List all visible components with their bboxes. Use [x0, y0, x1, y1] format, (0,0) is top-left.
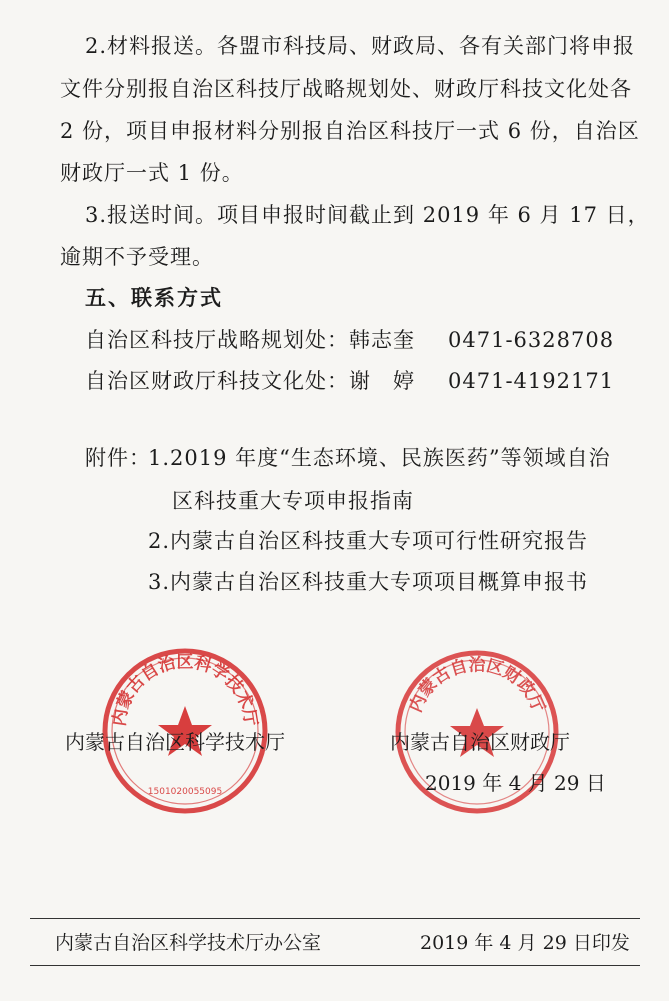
- attachment-2: 2.内蒙古自治区科技重大专项可行性研究报告: [148, 529, 589, 553]
- seal-2-text: 内蒙古自治区财政厅: [405, 655, 549, 716]
- contact-phone-1: 0471-6328708: [448, 328, 615, 352]
- paragraph-materials-line-1: 2.材料报送。各盟市科技局、财政局、各有关部门将申报: [85, 34, 636, 58]
- paragraph-deadline-line-2: 逾期不予受理。: [60, 245, 214, 269]
- seal-1-code: 1501020055095: [147, 787, 223, 797]
- footer-date: 2019 年 4 月 29 日印发: [420, 932, 630, 954]
- paragraph-deadline-line-1: 3.报送时间。项目申报时间截止到 2019 年 6 月 17 日，: [85, 203, 650, 227]
- footer-rule-top: [30, 918, 640, 919]
- contact-phone-2: 0471-4192171: [448, 369, 615, 393]
- seal-1-text: 内蒙古自治区科学技术厅: [109, 652, 261, 728]
- footer-issuer: 内蒙古自治区科学技术厅办公室: [55, 932, 322, 954]
- attachment-1-line-2: 区科技重大专项申报指南: [172, 489, 414, 513]
- paragraph-materials-line-3: 2 份，项目申报材料分别报自治区科技厅一式 6 份，自治区: [60, 119, 640, 143]
- paragraph-materials-line-2: 文件分别报自治区科技厅战略规划处、财政厅科技文化处各: [60, 77, 632, 101]
- signature-org-science-tech: 内蒙古自治区科学技术厅: [65, 730, 285, 754]
- paragraph-materials-line-4: 财政厅一式 1 份。: [60, 161, 244, 185]
- signature-org-finance: 内蒙古自治区财政厅: [390, 730, 570, 754]
- attachment-1-line-1: 1.2019 年度“生态环境、民族医药”等领域自治: [148, 446, 611, 470]
- attachment-3: 3.内蒙古自治区科技重大专项项目概算申报书: [148, 570, 589, 594]
- section-heading-contacts: 五、联系方式: [85, 286, 223, 310]
- contact-dept-2: 自治区财政厅科技文化处：谢 婷: [85, 369, 415, 393]
- svg-text:内蒙古自治区财政厅: [405, 654, 548, 715]
- attachments-label: 附件：: [85, 446, 151, 470]
- signature-date: 2019 年 4 月 29 日: [425, 771, 606, 795]
- footer-rule-bottom: [30, 965, 640, 966]
- contact-dept-1: 自治区科技厅战略规划处：韩志奎: [85, 328, 415, 352]
